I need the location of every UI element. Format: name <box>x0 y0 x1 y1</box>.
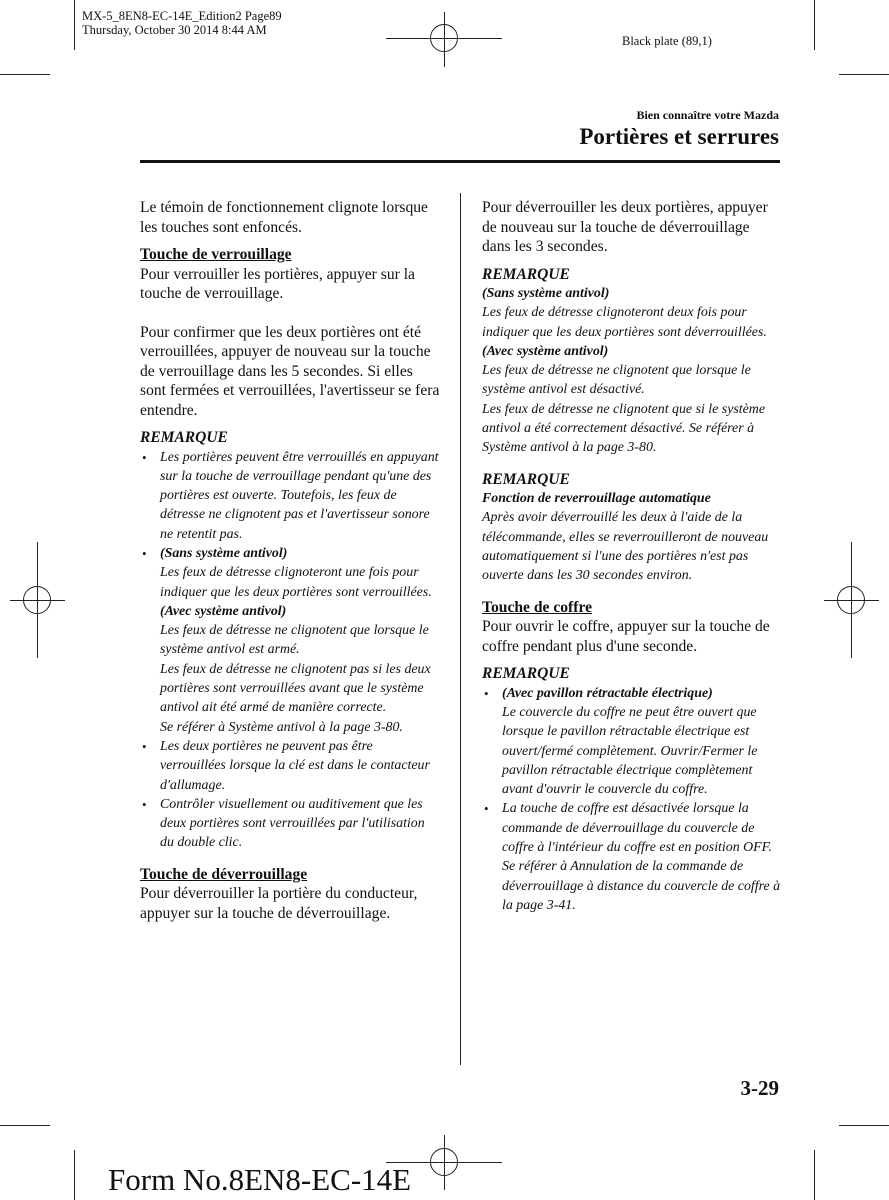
crop-mark-bottom-left <box>74 1150 75 1200</box>
note-text: Les feux de détresse ne clignotent que lorsque le système antivol est désactivé. <box>482 363 751 398</box>
left-column <box>140 198 440 923</box>
print-meta-line1: MX-5_8EN8-EC-14E_Edition2 Page89 <box>82 9 282 23</box>
note-title: REMARQUE <box>140 429 228 446</box>
note-list <box>482 684 782 916</box>
note-item: • La touche de coffre est désactivée lorsque la commande de déverrouillage du couvercle de coffre à l'intérieur du coffre est en position OFF. Se référer à Annulation de la commande de déverrouillage à distance du couvercle de coffre à la page 3-41. <box>482 799 782 915</box>
print-meta <box>82 9 282 37</box>
unlock-both-paragraph: Pour déverrouiller les deux portières, appuyer de nouveau sur la touche de déverrouillage dans les 3 secondes. <box>482 199 768 255</box>
unlock-heading: Touche de déverrouillage <box>140 865 308 883</box>
header-rule <box>140 160 780 163</box>
note-item: • (Avec pavillon rétractable électrique) Le couvercle du coffre ne peut être ouvert que lorsque le pavillon rétractable électrique est ouvert/fermé complètement. Ouvrir/Fermer le pavillon rétractable électrique complètement avant d'ouvrir le couvercle du coffre. <box>482 684 782 800</box>
note-item: • Contrôler visuellement ou auditivement que les deux portières sont verrouillées par l'utilisation du double clic. <box>140 795 440 853</box>
print-meta-line2: Thursday, October 30 2014 8:44 AM <box>82 23 267 37</box>
lock-paragraph-1: Pour verrouiller les portières, appuyer sur la touche de verrouillage. <box>140 265 415 302</box>
section-name: Bien connaître votre Mazda <box>636 108 779 122</box>
note-label: Fonction de reverrouillage automatique <box>482 491 711 507</box>
note-item: • Les deux portières ne peuvent pas être verrouillées lorsque la clé est dans le contacteur d'allumage. <box>140 737 440 795</box>
crop-mark-left-bottom <box>0 1125 50 1126</box>
crop-mark-right-bottom <box>839 1125 889 1126</box>
crop-mark-bottom-right <box>814 1150 815 1200</box>
column-divider <box>460 193 461 1065</box>
note-text: Après avoir déverrouillé les deux à l'aide de la télécommande, elles se reverrouilleront de nouveau automatiquement si l'une des portières n'est pas ouverte dans les 30 secondes environ. <box>482 510 769 584</box>
lock-paragraph-2: Pour confirmer que les deux portières ont été verrouillées, appuyer de nouveau sur la touche de verrouillage dans les 5 secondes. Si elles sont fermées et verrouillées, l'avertisseur se fera entendre. <box>140 323 440 419</box>
crop-mark-left-top <box>0 74 50 75</box>
note-item: • (Sans système antivol) Les feux de détresse clignoteront une fois pour indiquer que les deux portières sont verrouillées. (Avec système antivol) Les feux de détresse ne clignotent que lorsque le système antivol est armé. Les feux de détresse ne clignotent pas si les deux portières sont verrouillées avant que le système antivol ait été armé de manière correcte. Se référer à Système antivol à la page 3-80. <box>140 544 440 737</box>
page-number: 3-29 <box>740 1076 779 1100</box>
crop-mark-right-top <box>839 74 889 75</box>
page-title: Portières et serrures <box>579 124 779 149</box>
note-text: Les feux de détresse clignoteront deux fois pour indiquer que les deux portières sont déverrouillées. <box>482 305 767 340</box>
note-title: REMARQUE <box>482 665 570 683</box>
plate-label: Black plate (89,1) <box>622 34 712 48</box>
lock-heading: Touche de verrouillage <box>140 246 292 263</box>
note-text: Les feux de détresse ne clignotent que si le système antivol a été correctement désactivé. Se référer à Système antivol à la page 3-80. <box>482 401 766 456</box>
trunk-heading: Touche de coffre <box>482 598 593 616</box>
note-list <box>140 448 440 853</box>
right-column <box>482 198 782 915</box>
intro-text: Le témoin de fonctionnement clignote lorsque les touches sont enfoncés. <box>140 199 428 236</box>
note-label: (Sans système antivol) <box>482 286 610 301</box>
note-title: REMARQUE <box>482 265 570 283</box>
crop-mark-top-right <box>814 0 815 50</box>
note-item: • Les portières peuvent être verrouillés en appuyant sur la touche de verrouillage pendant qu'une des portières est ouverte. Toutefois, les feux de détresse ne clignotent pas et l'avertisseur sonore ne retentit pas. <box>140 448 440 544</box>
crop-mark-top-left <box>74 0 75 50</box>
note-label: (Avec système antivol) <box>482 343 609 359</box>
form-number: Form No.8EN8-EC-14E <box>108 1162 412 1197</box>
note-title: REMARQUE <box>482 470 570 488</box>
trunk-paragraph: Pour ouvrir le coffre, appuyer sur la touche de coffre pendant plus d'une seconde. <box>482 618 770 655</box>
unlock-paragraph: Pour déverrouiller la portière du conducteur, appuyer sur la touche de déverrouillage. <box>140 885 418 922</box>
